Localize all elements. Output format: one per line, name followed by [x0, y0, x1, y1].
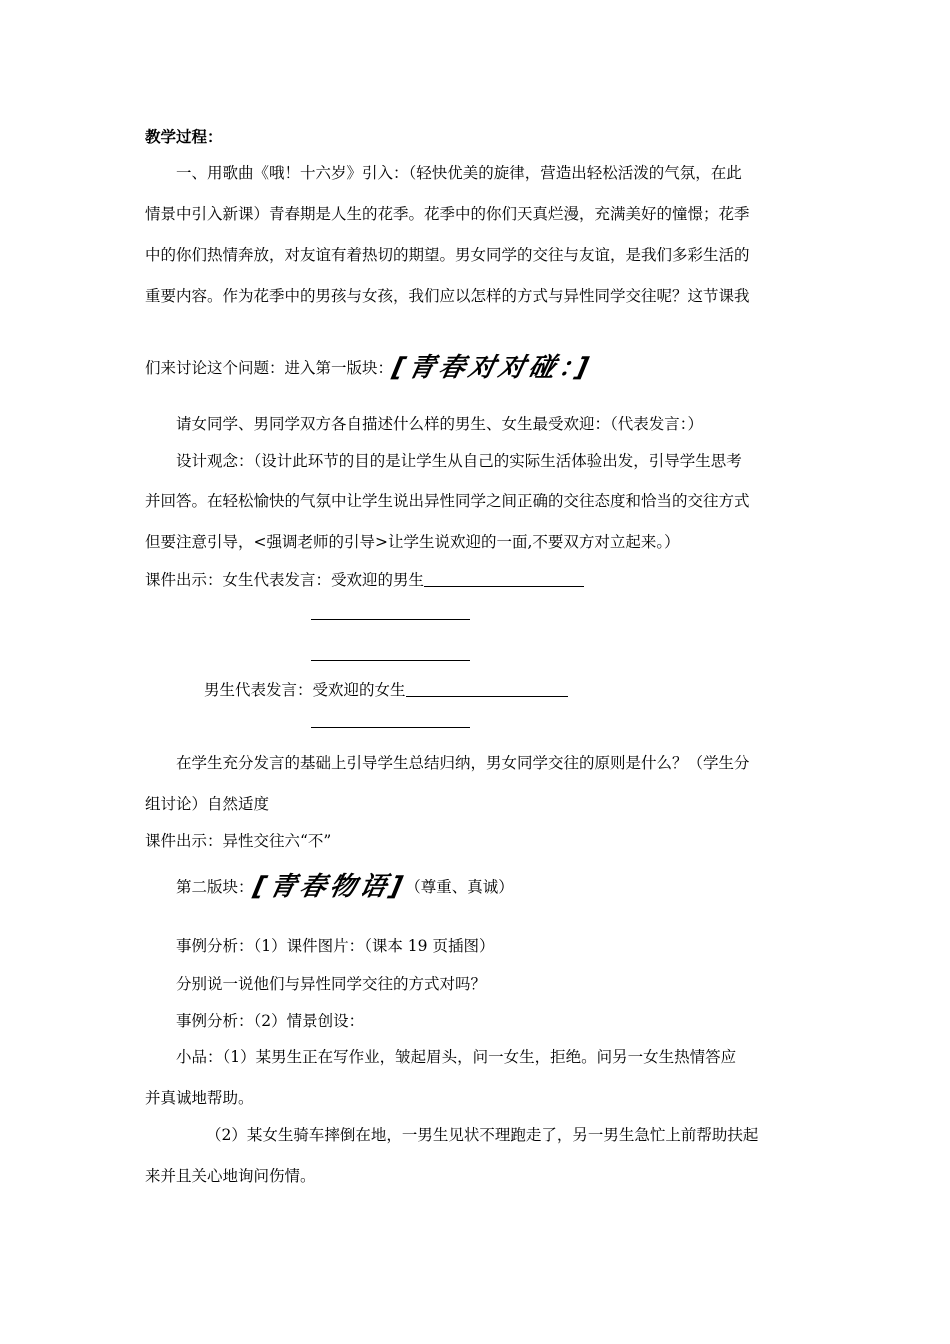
- paragraph-line: 重要内容。作为花季中的男孩与女孩，我们应以怎样的方式与异性同学交往呢？这节课我: [145, 287, 750, 305]
- paragraph-line: [176, 872, 816, 902]
- paragraph-line: [145, 353, 815, 383]
- paragraph-line: 情景中引入新课）青春期是人生的花季。花季中的你们天真烂漫，充满美好的憧憬；花季: [145, 205, 750, 223]
- paragraph-line: 并回答。在轻松愉快的气氛中让学生说出异性同学之间正确的交往态度和恰当的交往方式: [145, 492, 750, 510]
- boys-speak-label: 男生代表发言：受欢迎的女生: [204, 681, 406, 699]
- section-heading: 教学过程：: [145, 127, 223, 146]
- paragraph-line: 组讨论）自然适度: [145, 795, 270, 813]
- block2-suffix: （尊重、真诚）: [405, 878, 514, 896]
- paragraph-line: 中的你们热情奔放，对友谊有着热切的期望。男女同学的交往与友谊，是我们多彩生活的: [145, 246, 750, 264]
- block1-title: [青春对对碰：]: [389, 353, 595, 383]
- blank-line: [311, 727, 470, 728]
- paragraph-line: [145, 568, 815, 591]
- paragraph-line: 小品：（1）某男生正在写作业，皱起眉头，问一女生，拒绝。问另一女生热情答应: [176, 1048, 737, 1066]
- block2-prefix: 第二版块：: [176, 878, 254, 896]
- paragraph-line: 来并且关心地询问伤情。: [145, 1167, 316, 1185]
- paragraph-line: 课件出示：异性交往六“不”: [145, 832, 332, 850]
- blank-line: [424, 568, 584, 587]
- blank-line: [311, 660, 470, 661]
- paragraph-line: （2）某女生骑车摔倒在地，一男生见状不理跑走了，另一男生急忙上前帮助扶起: [206, 1126, 759, 1144]
- paragraph-line: 分别说一说他们与异性同学交往的方式对吗？: [176, 975, 487, 993]
- paragraph-line: 请女同学、男同学双方各自描述什么样的男生、女生最受欢迎：（代表发言：）: [176, 415, 704, 433]
- paragraph-line: 一、用歌曲《哦！十六岁》引入：（轻快优美的旋律，营造出轻松活泼的气氛，在此: [176, 164, 742, 182]
- blank-line: [311, 619, 470, 620]
- block2-title: [青春物语]: [250, 872, 409, 902]
- paragraph-line: 事例分析：（1）课件图片：（课本 19 页插图）: [176, 937, 495, 955]
- paragraph-line: 设计观念：（设计此环节的目的是让学生从自己的实际生活体验出发，引导学生思考: [176, 452, 742, 470]
- paragraph-line: 在学生充分发言的基础上引导学生总结归纳，男女同学交往的原则是什么？（学生分: [176, 754, 750, 772]
- paragraph-line: 事例分析：（2）情景创设：: [176, 1012, 365, 1030]
- paragraph-text: 们来讨论这个问题：进入第一版块：: [145, 359, 394, 377]
- blank-line: [406, 678, 568, 697]
- paragraph-line: 并真诚地帮助。: [145, 1089, 254, 1107]
- paragraph-line: [204, 678, 804, 701]
- courseware-show-label: 课件出示：女生代表发言：受欢迎的男生: [145, 571, 425, 589]
- paragraph-line: 但要注意引导，<强调老师的引导>让学生说欢迎的一面,不要双方对立起来。）: [145, 533, 680, 551]
